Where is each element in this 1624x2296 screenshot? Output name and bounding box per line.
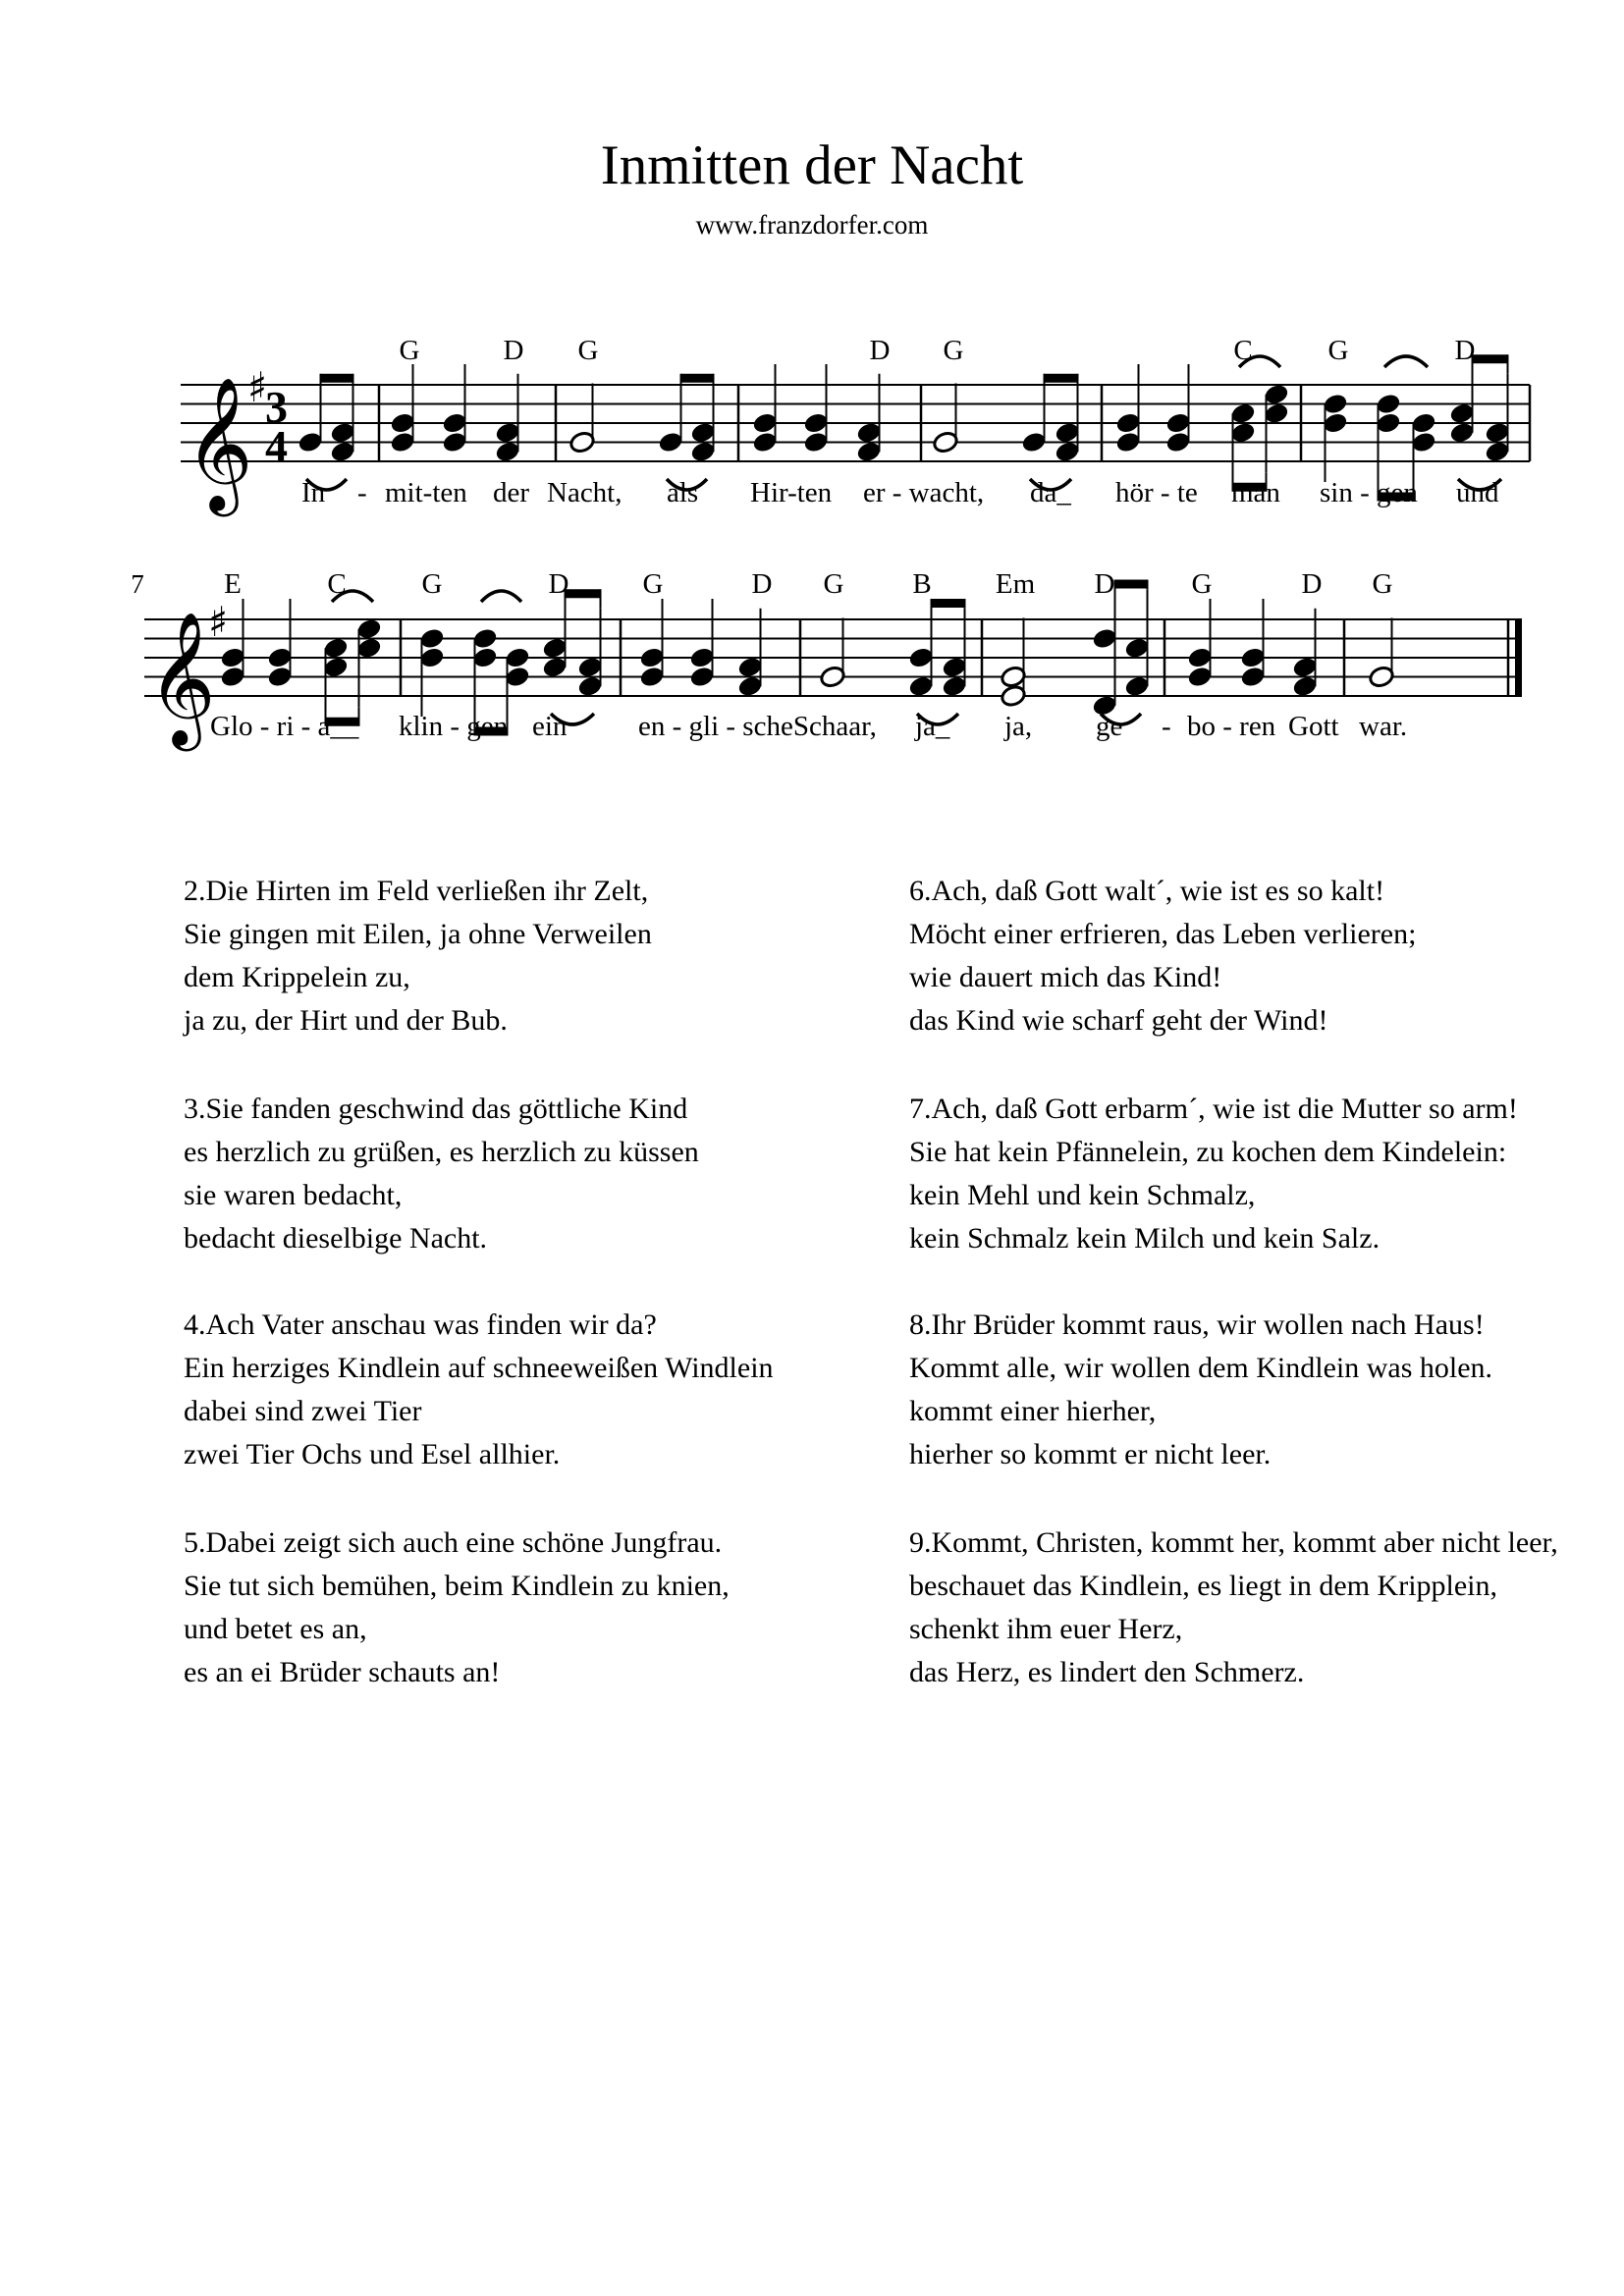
verse-line: sie waren bedacht, (184, 1179, 403, 1211)
verse-line: dem Krippelein zu, (184, 961, 410, 993)
verse-stanza (184, 1304, 774, 1476)
lyric-syllable: bo - ren (1187, 711, 1276, 742)
verse-line: es herzlich zu grüßen, es herzlich zu küssen (184, 1136, 699, 1168)
key-signature-sharp-icon: ♯ (208, 598, 229, 646)
chord-symbol: C (327, 568, 347, 600)
verse-line: kommt einer hierher, (909, 1395, 1157, 1427)
lyric-syllable: ge (1096, 711, 1123, 742)
verse-line: 3.Sie fanden geschwind das göttliche Kind (184, 1093, 688, 1125)
measure-number: 7 (131, 569, 144, 599)
lyric-syllable: Hir-ten (750, 477, 833, 508)
verse-line: Sie hat kein Pfännelein, zu kochen dem Kindelein: (909, 1136, 1507, 1168)
lyric-syllable: und (1456, 477, 1499, 508)
verse-line: 7.Ach, daß Gott erbarm´, wie ist die Mutter so arm! (909, 1093, 1518, 1125)
lyric-syllable: ein (532, 711, 568, 742)
lyric-syllable: ja_ (915, 711, 950, 742)
lyric-syllable: hör - te (1115, 477, 1198, 508)
chord-symbol: E (224, 568, 242, 600)
slur (1384, 356, 1428, 367)
lyric-syllable: Gott (1288, 711, 1339, 742)
lyric-syllable: mit-ten (385, 477, 467, 508)
verse-line: hierher so kommt er nicht leer. (909, 1438, 1272, 1470)
verse-line: 9.Kommt, Christen, kommt her, kommt aber nicht leer, (909, 1526, 1558, 1559)
verse-stanza (184, 1088, 699, 1260)
time-signature-bottom: 4 (265, 421, 288, 471)
verse-stanza (184, 870, 652, 1042)
verse-line: kein Mehl und kein Schmalz, (909, 1179, 1256, 1211)
verse-line: und betet es an, (184, 1613, 367, 1645)
chord-symbol: D (1454, 335, 1476, 366)
treble-clef-icon: 𝄞 (147, 610, 216, 745)
lyric-syllable: er - wacht, (863, 477, 985, 508)
treble-clef-icon: 𝄞 (185, 375, 253, 510)
verse-line: Möcht einer erfrieren, das Leben verlieren; (909, 918, 1417, 950)
chord-symbol: D (751, 568, 773, 600)
eighth-note-beam (1115, 580, 1148, 589)
lyric-syllable: da_ (1030, 477, 1071, 508)
verse-line: Sie gingen mit Eilen, ja ohne Verweilen (184, 918, 652, 950)
verse-line: 4.Ach Vater anschau was finden wir da? (184, 1308, 657, 1341)
verse-stanza (909, 1088, 1518, 1260)
verse-line: Kommt alle, wir wollen dem Kindlein was holen. (909, 1352, 1493, 1384)
verse-line: das Kind wie scharf geht der Wind! (909, 1004, 1328, 1037)
eighth-note-beam (932, 599, 965, 608)
song-title: Inmitten der Nacht (600, 134, 1024, 196)
verse-line: 6.Ach, daß Gott walt´, wie ist es so kalt! (909, 875, 1385, 907)
eighth-note-beam (1473, 354, 1508, 363)
lyric-syllable: - (1162, 711, 1171, 742)
lyric-syllable: en - gli - scheSchaar, (638, 711, 877, 742)
lyric-syllable: In (301, 477, 326, 508)
verse-stanza (184, 1522, 730, 1694)
lyric-syllable: man (1231, 477, 1280, 508)
lyric-syllable: war. (1359, 711, 1408, 742)
eighth-note-beam (566, 589, 601, 598)
chord-symbol: C (1233, 335, 1253, 366)
verse-line: Sie tut sich bemühen, beim Kindlein zu knien, (184, 1570, 730, 1602)
verse-stanza (909, 1304, 1492, 1476)
chord-symbol: G (1327, 335, 1349, 366)
verse-line: 5.Dabei zeigt sich auch eine schöne Jungfrau. (184, 1526, 723, 1559)
final-barline-thick (1515, 619, 1522, 696)
verse-line: es an ei Brüder schauts an! (184, 1656, 501, 1688)
lyric-syllable: - (357, 477, 367, 508)
eighth-note-beam (1045, 374, 1078, 383)
chord-symbol: G (577, 335, 599, 366)
verse-line: bedacht dieselbige Nacht. (184, 1222, 488, 1255)
chord-symbol: D (548, 568, 569, 600)
website-url: www.franzdorfer.com (695, 210, 929, 240)
lyric-syllable: sin - gen (1320, 477, 1418, 508)
verse-line: 8.Ihr Brüder kommt raus, wir wollen nach Haus! (909, 1308, 1485, 1341)
lyric-syllable: Glo - ri - a__ (210, 711, 359, 742)
chord-symbol: G (1372, 568, 1393, 600)
verse-line: dabei sind zwei Tier (184, 1395, 422, 1427)
chord-symbol: G (823, 568, 844, 600)
lyric-syllable: klin - gen (399, 711, 509, 742)
chord-symbol: G (642, 568, 664, 600)
verse-line: kein Schmalz kein Milch und kein Salz. (909, 1222, 1380, 1255)
eighth-note-beam (681, 374, 714, 383)
verse-stanza (909, 1522, 1558, 1694)
chord-symbol: G (421, 568, 443, 600)
lyric-syllable: ja, (1004, 711, 1033, 742)
verse-line: schenkt ihm euer Herz, (909, 1613, 1183, 1645)
chord-symbol: G (943, 335, 964, 366)
verse-line: das Herz, es lindert den Schmerz. (909, 1656, 1305, 1688)
verse-line: ja zu, der Hirt und der Bub. (184, 1004, 508, 1037)
key-signature-sharp-icon: ♯ (247, 363, 268, 411)
verse-line: zwei Tier Ochs und Esel allhier. (184, 1438, 561, 1470)
chord-symbol: G (1191, 568, 1213, 600)
verse-line: wie dauert mich das Kind! (909, 961, 1222, 993)
chord-symbol: G (399, 335, 420, 366)
time-signature-top: 3 (265, 382, 288, 432)
sheet-music (0, 0, 1624, 785)
verse-line: 2.Die Hirten im Feld verließen ihr Zelt, (184, 875, 649, 907)
chord-symbol: B (912, 568, 932, 600)
chord-symbol: Em (995, 568, 1036, 600)
lyric-syllable: der (493, 477, 530, 508)
verse-line: beschauet das Kindlein, es liegt in dem Kripplein, (909, 1570, 1498, 1602)
slur (481, 591, 521, 602)
lyric-syllable: als (667, 477, 699, 508)
chord-symbol: D (869, 335, 891, 366)
chord-symbol: D (1301, 568, 1323, 600)
verse-stanza (909, 870, 1416, 1042)
lyric-syllable: Nacht, (547, 477, 623, 508)
chord-symbol: D (503, 335, 524, 366)
verse-line: Ein herziges Kindlein auf schneeweißen Windlein (184, 1352, 774, 1384)
eighth-note-beam (321, 374, 353, 383)
chord-symbol: D (1094, 568, 1115, 600)
